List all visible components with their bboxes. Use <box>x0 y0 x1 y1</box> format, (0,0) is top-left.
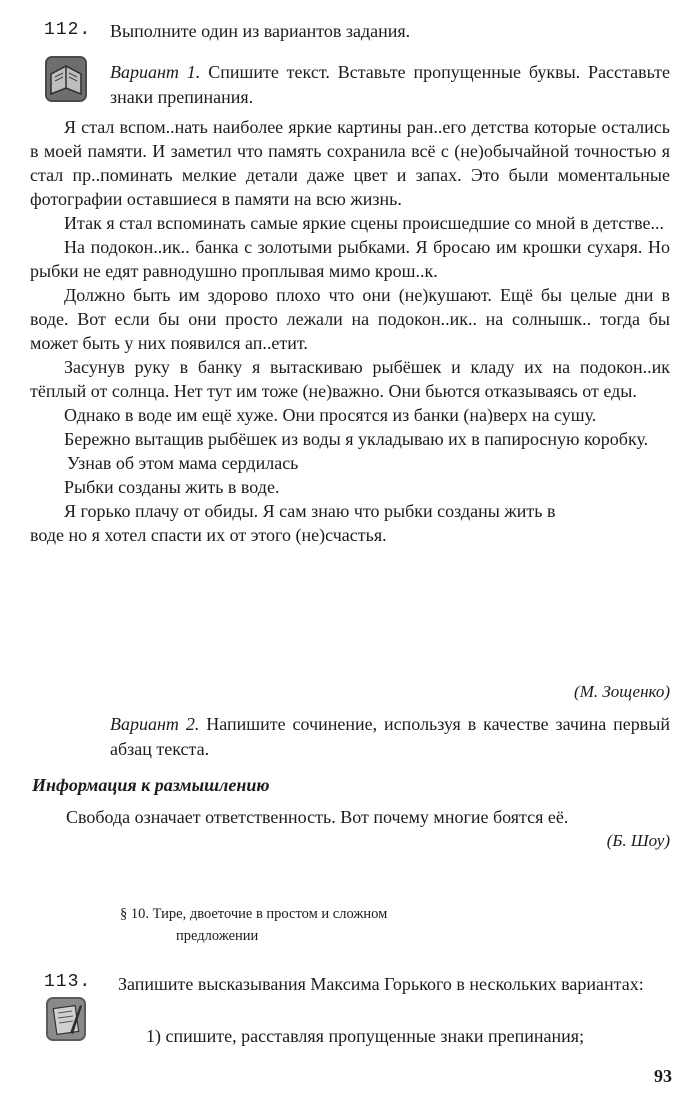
text-paragraph: Итак я стал вспоминать самые яркие сцены происшедшие со мной в детстве... <box>64 213 665 233</box>
section-title-line-1: § 10. Тире, двоеточие в простом и сложном <box>120 906 388 922</box>
text-paragraph: Бережно вытащив рыбёшек из воды я укладываю их в папиросную коробку. <box>64 429 649 449</box>
variant-1-instruction: Спишите текст. Вставьте пропущенные буквы. Расставьте знаки препинания. <box>110 62 670 107</box>
text-line: Узнав об этом мама сердилась <box>67 453 299 473</box>
variant-2-block <box>110 712 670 762</box>
task-113-item-1: 1) спишите, расставляя пропущенные знаки препинания; <box>146 1026 585 1046</box>
task-number-113: 113. <box>44 972 92 992</box>
text-paragraph: Должно быть им здорово плохо что они (не)кушают. Ещё бы целые дни в воде. Вот если бы они просто лежали на подокон..ик.. на солнышк.. тогда бы может быть у них появился ап..етит. <box>30 285 670 353</box>
text-paragraph: Однако в воде им ещё хуже. Они просятся из банки (на)верх на сушу. <box>64 405 597 425</box>
text-line: Я горько плачу от обиды. Я сам знаю что рыбки созданы жить в <box>64 501 556 521</box>
variant-1-block <box>110 60 670 110</box>
author-zoshchenko: (М. Зощенко) <box>574 682 670 701</box>
section-title <box>120 903 387 947</box>
variant-2-instruction: Напишите сочинение, используя в качестве зачина первый абзац текста. <box>110 714 670 759</box>
reflection-quote: Свобода означает ответственность. Вот почему многие боятся её. <box>66 807 569 827</box>
text-paragraph: Засунув руку в банку я вытаскиваю рыбёшек и кладу их на подокон..ик тёплый от солнца. Нет тут им тоже (не)важно. Они бьются отказываясь от еды. <box>30 357 670 401</box>
page-number: 93 <box>654 1066 672 1086</box>
reflection-heading: Информация к размышлению <box>32 775 270 795</box>
section-title-line-2: предложении <box>176 928 259 944</box>
task-112-title: Выполните один из вариантов задания. <box>110 21 411 41</box>
text-line: Рыбки созданы жить в воде. <box>64 477 280 497</box>
author-shaw: (Б. Шоу) <box>606 831 670 850</box>
task-number-112: 112. <box>44 20 92 40</box>
book-icon <box>45 56 87 102</box>
text-paragraph: На подокон..ик.. банка с золотыми рыбками. Я бросаю им крошки сухаря. Но рыбки не едят равнодушно проплывая мимо крош..к. <box>30 237 670 281</box>
variant-2-label: Вариант 2. <box>110 714 207 734</box>
pen-icon <box>46 997 86 1041</box>
text-line: воде но я хотел спасти их от этого (не)счастья. <box>30 525 387 545</box>
text-paragraph: Я стал вспом..нать наиболее яркие картины ран..его детства которые остались в моей памяти. И заметил что память сохранила всё с (не)обычайной точностью я стал пр..поминать мелкие детали даже цвет и запах. Это были моментальные фотографии оставшиеся в памяти на всю жизнь. <box>30 117 670 209</box>
variant-1-label: Вариант 1. <box>110 62 209 82</box>
task-113-title: Запишите высказывания Максима Горького в нескольких вариантах: <box>118 974 644 994</box>
exercise-text <box>30 115 670 547</box>
